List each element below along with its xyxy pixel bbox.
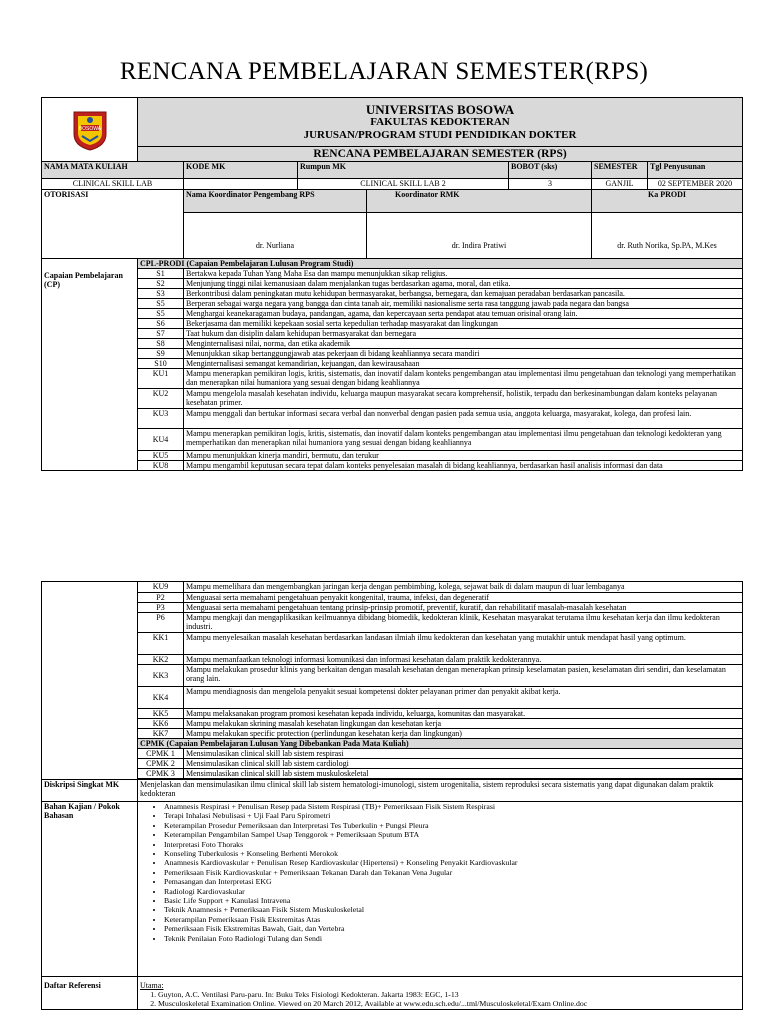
cpl-code: KU4 bbox=[138, 429, 184, 451]
cpl-text: Mampu menerapkan pemikiran logis, kritis, sistematis, dan inovatif dalam konteks pengembangan atau implementasi ilmu pengetahuan dan teknologi kedokteran yang memperhatikan dan menerapkan nilai humaniora yang sesuai dengan bidang keahliannya bbox=[184, 429, 743, 451]
cpl-text: Menguasai serta memahami pengetahuan tentang prinsip-prinsip promotif, preventif, kuratif, dan rehabilitatif masalah-masalah kesehatan bbox=[184, 603, 743, 613]
cpl-text: Menghargai keanekaragaman budaya, pandangan, agama, dan kepercayaan serta pendapat atau temuan orisinal orang lain. bbox=[184, 309, 743, 319]
rmk-label: Koordinator RMK bbox=[367, 190, 592, 213]
cpl-text: Menginternalisasi nilai, norma, dan etika akademik bbox=[184, 339, 743, 349]
topics-list bbox=[138, 802, 743, 977]
cpl-code: KK4 bbox=[138, 687, 184, 709]
description-text: Menjelaskan dan mensimulasikan ilmu clinical skill lab sistem hematologi-imunologi, sistem urogenitalia, sistem reproduksi secara sistematis yang dapat digunakan dalam praktik kedokteran bbox=[138, 780, 743, 802]
cpl-code: KU8 bbox=[138, 461, 184, 471]
cpl-code: S5 bbox=[138, 309, 184, 319]
topic-item: • Pemeriksaan Fisik Ekstremitas Bawah, Gait, dan Vertebra bbox=[164, 924, 740, 933]
cpl-code: S7 bbox=[138, 329, 184, 339]
cpl-code: KK6 bbox=[138, 719, 184, 729]
cpl-text: Menunjukkan sikap bertanggungjawab atas pekerjaan di bidang keahliannya secara mandiri bbox=[184, 349, 743, 359]
topic-item: • Radiologi Kardiovaskular bbox=[164, 887, 740, 896]
logo-cell bbox=[42, 98, 138, 162]
faculty-name: FAKULTAS KEDOKTERAN bbox=[370, 116, 510, 128]
rps-table-page-1 bbox=[41, 97, 743, 471]
cpl-text: Mampu menggali dan bertukar informasi secara verbal dan nonverbal dengan pasien pada semua usia, anggota keluarga, masyarakat, kolega, dan profesi lain. bbox=[184, 409, 743, 429]
date-label: Tgl Penyusunan bbox=[648, 162, 743, 179]
cpl-text: Mampu mendiagnosis dan mengelola penyakit sesuai kompetensi dokter pelayanan primer dan penyakit akibat kerja. bbox=[184, 687, 743, 709]
date-value: 02 SEPTEMBER 2020 bbox=[648, 179, 743, 190]
reference-item: 2. Musculoskeletal Examination Online. Viewed on 20 March 2012, Available at www.edu.sch.edu/...tml/Musculoskeletal/Exam Online.doc bbox=[158, 999, 740, 1008]
cpl-text: Menjunjung tinggi nilai kemanusiaan dalam menjalankan tugas berdasarkan agama, moral, dan etika. bbox=[184, 279, 743, 289]
cpl-text: Mampu melakukan skrining masalah kesehatan lingkungan dan kesehatan kerja bbox=[184, 719, 743, 729]
cpl-code: S5 bbox=[138, 299, 184, 309]
topic-item: • Teknik Anamnesis + Pemeriksaan Fisik Sistem Muskuloskeletal bbox=[164, 905, 740, 914]
rps-table-page-2 bbox=[41, 581, 743, 1010]
developer-label: Nama Koordinator Pengembang RPS bbox=[184, 190, 367, 213]
cp-continued-cell bbox=[42, 582, 138, 780]
topic-item: • Pemasangan dan Interpretasi EKG bbox=[164, 877, 740, 886]
course-name-label: NAMA MATA KULIAH bbox=[42, 162, 184, 179]
topic-item: • Interpretasi Foto Thoraks bbox=[164, 840, 740, 849]
cpl-code: P6 bbox=[138, 613, 184, 633]
cpmk-text: Mensimulasikan clinical skill lab sistem muskuloskeletal bbox=[184, 769, 743, 779]
cpl-code: S8 bbox=[138, 339, 184, 349]
cpl-code: KK5 bbox=[138, 709, 184, 719]
cpmk-code: CPMK 2 bbox=[138, 759, 184, 769]
cpl-text: Berperan sebagai warga negara yang bangga dan cinta tanah air, memiliki nasionalisme serta rasa tanggung jawab pada negara dan bangsa bbox=[184, 299, 743, 309]
cpl-code: KU5 bbox=[138, 451, 184, 461]
cpl-code: KK3 bbox=[138, 665, 184, 687]
cpl-code: S6 bbox=[138, 319, 184, 329]
cpl-text: Mampu melakukan specific protection (perlindungan kesehatan kerja dan lingkungan) bbox=[184, 729, 743, 739]
cpl-code: KK7 bbox=[138, 729, 184, 739]
cpl-text: Mampu melakukan prosedur klinis yang berkaitan dengan masalah kesehatan dengan menerapkan prinsip keselamatan pasien, keselamatan diri sendiri, dan keselamatan orang lain. bbox=[184, 665, 743, 687]
cpl-code: KK1 bbox=[138, 633, 184, 655]
topics-label: Bahan Kajian / Pokok Bahasan bbox=[42, 802, 138, 977]
authorization-label: OTORISASI bbox=[42, 190, 184, 259]
university-name: UNIVERSITAS BOSOWA bbox=[365, 102, 515, 117]
program-name: JURUSAN/PROGRAM STUDI PENDIDIKAN DOKTER bbox=[303, 129, 577, 141]
references-label: Daftar Referensi bbox=[42, 977, 138, 1010]
topic-item: • Keterampilan Pengambilan Sampel Usap Tenggorok + Pemeriksaan Sputum BTA bbox=[164, 830, 740, 839]
semester-label: SEMESTER bbox=[592, 162, 648, 179]
cpmk-text: Mensimulasikan clinical skill lab sistem cardiologi bbox=[184, 759, 743, 769]
cpl-code: KU1 bbox=[138, 369, 184, 389]
credits-label: BOBOT (sks) bbox=[509, 162, 592, 179]
course-cluster-label: Rumpun MK bbox=[298, 162, 509, 179]
cpmk-header: CPMK (Capaian Pembelajaran Lulusan Yang Dibebankan Pada Mata Kuliah) bbox=[138, 739, 743, 749]
topic-item: • Terapi Inhalasi Nebulisasi + Uji Faal Paru Spirometri bbox=[164, 811, 740, 820]
cpl-code: KK2 bbox=[138, 655, 184, 665]
semester-value: GANJIL bbox=[592, 179, 648, 190]
cpl-text: Taat hukum dan disiplin dalam kehidupan bermasyarakat dan bernegara bbox=[184, 329, 743, 339]
cpl-text: Mampu mengambil keputusan secara tepat dalam konteks penyelesaian masalah di bidang keahliannya, berdasarkan hasil analisis informasi dan data bbox=[184, 461, 743, 471]
cpl-text: Mampu melaksanakan program promosi kesehatan kepada individu, keluarga, komunitas dan masyarakat. bbox=[184, 709, 743, 719]
cpl-code: S10 bbox=[138, 359, 184, 369]
references-main-label: Utama: bbox=[140, 981, 164, 990]
cpl-code: S2 bbox=[138, 279, 184, 289]
svg-text:BOSOWA: BOSOWA bbox=[78, 125, 101, 132]
cpl-code: KU9 bbox=[138, 582, 184, 593]
cpl-text: Bertakwa kepada Tuhan Yang Maha Esa dan mampu menunjukkan sikap religius. bbox=[184, 269, 743, 279]
cpl-text: Mampu mengelola masalah kesehatan individu, keluarga maupun masyarakat secara komprehensif, holistik, terpadu dan berkesinambungan dalam konteks pelayanan kesehatan primer. bbox=[184, 389, 743, 409]
topic-item: • Keterampilan Pemeriksaan Fisik Ekstremitas Atas bbox=[164, 915, 740, 924]
cpl-text: Mampu memelihara dan mengembangkan jaringan kerja dengan pembimbing, kolega, sejawat baik di dalam maupun di luar lembaganya bbox=[184, 582, 743, 593]
course-code-label: KODE MK bbox=[184, 162, 298, 179]
cpl-code: KU2 bbox=[138, 389, 184, 409]
cpl-text: Mampu menerapkan pemikiran logis, kritis, sistematis, dan inovatif dalam konteks pengembangan atau implementasi ilmu pengetahuan dan teknologi yang memperhatikan dan menerapkan nilai humaniora yang sesuai dengan bidang keahliannya bbox=[184, 369, 743, 389]
head-label: Ka PRODI bbox=[592, 190, 743, 213]
topic-item: • Keterampilan Prosedur Pemeriksaan dan Interpretasi Tes Tuberkulin + Pungsi Pleura bbox=[164, 821, 740, 830]
cpl-text: Mampu menunjukkan kinerja mandiri, bermutu, dan terukur bbox=[184, 451, 743, 461]
head-name: dr. Ruth Norika, Sp.PA, M.Kes bbox=[592, 213, 743, 259]
rps-heading: RENCANA PEMBELAJARAN SEMESTER (RPS) bbox=[138, 147, 743, 162]
university-logo-icon bbox=[68, 108, 112, 152]
cp-label: Capaian Pembelajaran (CP) bbox=[42, 259, 138, 471]
cpmk-code: CPMK 3 bbox=[138, 769, 184, 779]
topic-item: • Anamnesis Respirasi + Penulisan Resep pada Sistem Respirasi (TB)+ Pemeriksaan Fisik Sistem Respirasi bbox=[164, 802, 740, 811]
topic-item: • Konseling Tuberkulosis + Konseling Berhenti Merokok bbox=[164, 849, 740, 858]
topic-item: • Teknik Penilaian Foto Radiologi Tulang dan Sendi bbox=[164, 934, 740, 943]
course-cluster: CLINICAL SKILL LAB 2 bbox=[298, 179, 509, 190]
cpmk-text: Mensimulasikan clinical skill lab sistem respirasi bbox=[184, 749, 743, 759]
cpl-code: P3 bbox=[138, 603, 184, 613]
cpl-text: Berkontribusi dalam peningkatan mutu kehidupan bermasyarakat, berbangsa, bernegara, dan kemajuan peradaban berdasarkan pancasila. bbox=[184, 289, 743, 299]
topic-item: • Pemeriksaan Fisik Kardiovaskular + Pemeriksaan Tekanan Darah dan Tekanan Vena Jugular bbox=[164, 868, 740, 877]
cpl-text: Bekerjasama dan memiliki kepekaan sosial serta kepedulian terhadap masyarakat dan lingkungan bbox=[184, 319, 743, 329]
topic-item: • Basic Life Support + Kanulasi Intravena bbox=[164, 896, 740, 905]
cpl-text: Menguasai serta memahami pengetahuan penyakit kongenital, trauma, infeksi, dan degeneratif bbox=[184, 593, 743, 603]
reference-item: 1. Guyton, A.C. Ventilasi Paru-paru. In: Buku Teks Fisiologi Kedokteran. Jakarta 1983: EGC, 1-13 bbox=[158, 990, 740, 999]
developer-name: dr. Nurliana bbox=[184, 213, 367, 259]
course-name: CLINICAL SKILL LAB bbox=[42, 179, 184, 190]
cpl-text: Mampu mengkaji dan mengaplikasikan keilmuannya dibidang biomedik, kedokteran klinik, Kesehatan masyarakat terutama ilmu kesehatan kerja dan ilmu kedokteran industri. bbox=[184, 613, 743, 633]
cpl-code: S9 bbox=[138, 349, 184, 359]
credits-value: 3 bbox=[509, 179, 592, 190]
description-label: Diskripsi Singkat MK bbox=[42, 780, 138, 802]
cpl-code: KU3 bbox=[138, 409, 184, 429]
cpl-text: Mampu menyelesaikan masalah kesehatan berdasarkan landasan ilmiah ilmu kedokteran dan kesehatan yang mutakhir untuk mendapat hasil yang optimum. bbox=[184, 633, 743, 655]
cpl-code: S1 bbox=[138, 269, 184, 279]
cpl-code: S3 bbox=[138, 289, 184, 299]
cpl-text: Menginternalisasi semangat kemandirian, kejuangan, dan kewirausahaan bbox=[184, 359, 743, 369]
topic-item: • Anamnesis Kardiovaskular + Penulisan Resep Kardiovaskular (Hipertensi) + Konseling Penyakit Kardiovaskular bbox=[164, 858, 740, 867]
references-cell bbox=[138, 977, 743, 1010]
cpl-code: P2 bbox=[138, 593, 184, 603]
cpl-text: Mampu memanfaatkan teknologi informasi komunikasi dan informasi kesehatan dalam praktik kedokterannya. bbox=[184, 655, 743, 665]
cpmk-code: CPMK 1 bbox=[138, 749, 184, 759]
rmk-name: dr. Indira Pratiwi bbox=[367, 213, 592, 259]
course-code bbox=[184, 179, 298, 190]
cpl-header: CPL-PRODI (Capaian Pembelajaran Lulusan Program Studi) bbox=[138, 259, 743, 269]
document-title: RENCANA PEMBELAJARAN SEMESTER(RPS) bbox=[119, 58, 649, 85]
